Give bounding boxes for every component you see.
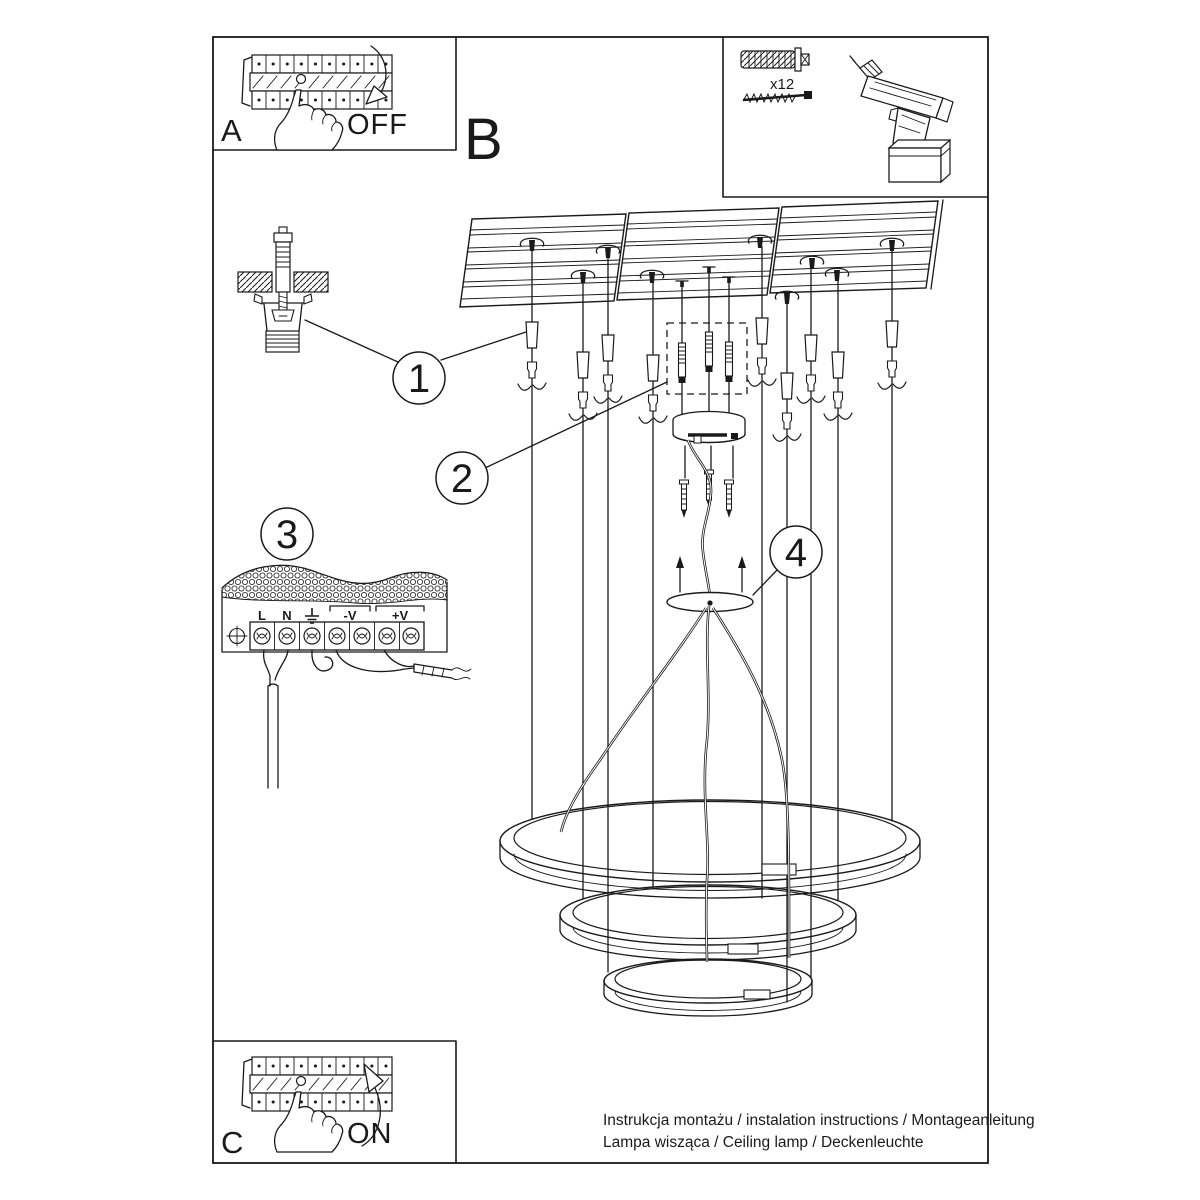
- svg-text:1: 1: [407, 357, 431, 401]
- callout-3: [261, 508, 313, 560]
- label-off: OFF: [347, 109, 408, 141]
- footer-line1: Instrukcja montażu / instalation instructions / Montageanleitung: [603, 1112, 1035, 1129]
- callout-4: [770, 526, 822, 578]
- label-on: ON: [347, 1118, 393, 1150]
- label-b: B: [464, 107, 503, 172]
- wall-plug-icon: [741, 48, 809, 71]
- terminal-label-n: N: [282, 608, 292, 623]
- svg-text:4: 4: [784, 531, 808, 575]
- label-c: C: [221, 1125, 244, 1160]
- callout-1: [393, 352, 445, 404]
- footer-line2: Lampa wisząca / Ceiling lamp / Deckenleuchte: [603, 1134, 924, 1151]
- svg-text:2: 2: [450, 457, 474, 501]
- label-x12: x12: [770, 76, 795, 93]
- callout-2: [436, 452, 488, 504]
- svg-text:3: 3: [275, 513, 299, 557]
- terminal-label-l: L: [258, 608, 266, 623]
- terminal-label-plus-v: +V: [391, 608, 409, 623]
- canopy-box-icon: [673, 412, 745, 444]
- label-a: A: [221, 113, 242, 148]
- terminal-label-minus-v: -V: [343, 608, 357, 623]
